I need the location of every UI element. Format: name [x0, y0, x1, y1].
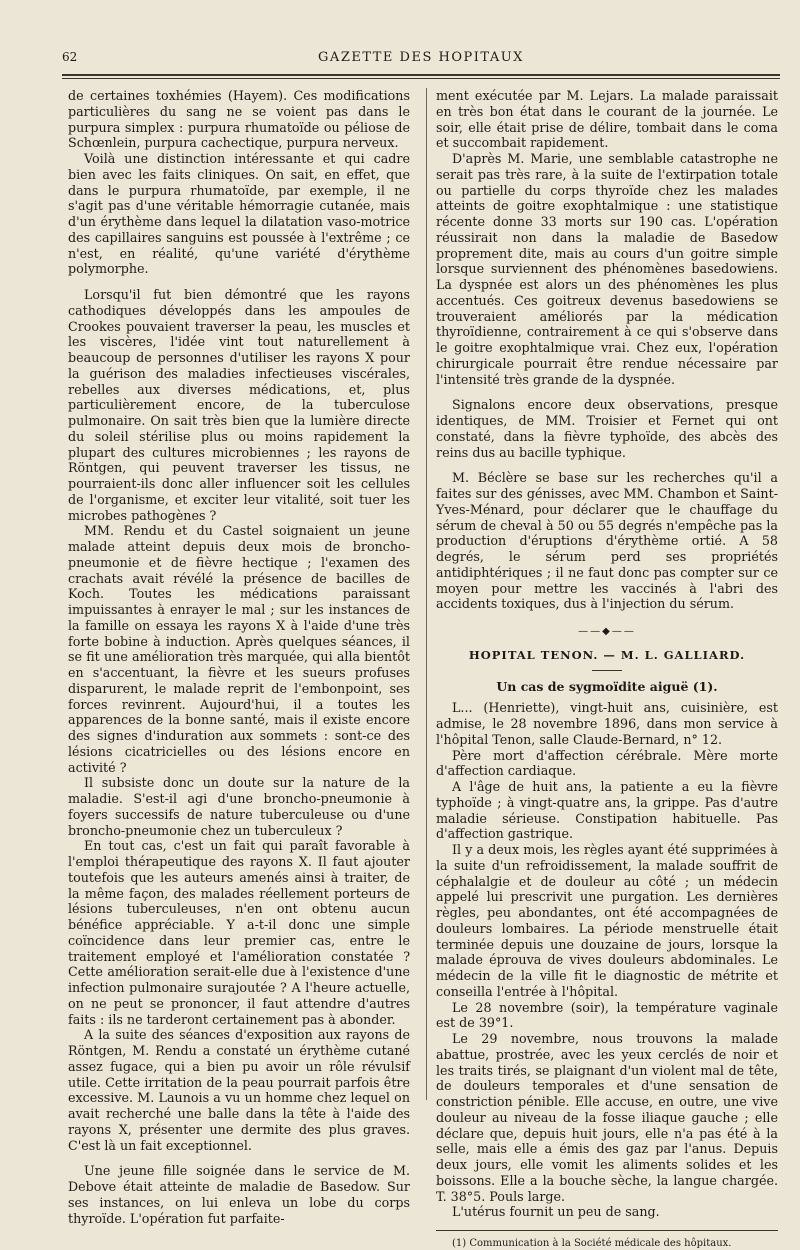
paragraph: Lorsqu'il fut bien démontré que les rayons cathodiques développés dans les ampoules de Crookes pouvaient traverser la peau, les muscles et les viscères, l'idée vint tout naturellement à beaucoup de personnes d'utiliser les rayons X pour la guérison des maladies infectieuses viscérales, rebelles aux diverses médications, et, plus particulièrement encore, de la tuberculose pulmonaire. On sait très bien que la lumière directe du soleil stérilise plus ou moins rapidement la plupart des cultures microbiennes ; les rayons de Röntgen, qui peuvent traverser les tissus, ne pourraient-ils donc aller influencer soit les cellules de l'organisme, et exciter leur vitalité, soit tuer les microbes pathogènes ? — [68, 287, 410, 523]
header-rule — [62, 74, 780, 79]
paragraph: Il y a deux mois, les règles ayant été supprimées à la suite d'un refroidissement, la malade souffrit de céphalalgie et de douleur au côté ; un médecin appelé lui prescrivit une purgation. Les dernières règles, peu abondantes, ont été accompagnées de douleurs lombaires. La période menstruelle était terminée depuis une douzaine de jours, lorsque la malade éprouva de vives douleurs abdominales. Le médecin de la ville fit le diagnostic de métrite et conseilla l'entrée à l'hôpital. — [436, 842, 778, 999]
footnote: (1) Communication à la Société médicale des hôpitaux. — [452, 1238, 732, 1249]
paragraph: M. Béclère se base sur les recherches qu'il a faites sur des génisses, avec MM. Chambon et Saint-Yves-Ménard, pour déclarer que le chauffage du sérum de cheval à 50 ou 55 degrés n'empêche pas la production d'éruptions d'érythème ortié. A 58 degrés, le sérum perd ses propriétés antidiphtériques ; il ne faut donc pas compter sur ce moyen pour mettre les vaccinés à l'abri des accidents toxiques, dus à l'injection du sérum. — [436, 470, 778, 612]
paragraph: Le 28 novembre (soir), la température vaginale est de 39°1. — [436, 999, 778, 1031]
paragraph: de certaines toxhémies (Hayem). Ces modifications particulières du sang ne se voient pas dans le purpura simplex : purpura rhumatoïde ou péliose de Schœnlein, purpura cachectique, purpura nerveux. — [68, 88, 410, 151]
paragraph: Une jeune fille soignée dans le service de M. Debove était atteinte de maladie de Basedow. Sur ses instances, on lui enleva un lobe du corps thyroïde. L'opération fut parfaite- — [68, 1163, 410, 1226]
short-rule — [592, 670, 622, 671]
paragraph: Signalons encore deux observations, presque identiques, de MM. Troisier et Fernet qui ont constaté, dans la fièvre typhoïde, des abcès des reins dus au bacille typhique. — [436, 397, 778, 460]
paragraph: En tout cas, c'est un fait qui paraît favorable à l'emploi thérapeutique des rayons X. Il faut ajouter toutefois que les auteurs amenés ainsi à traiter, de la même façon, des malades réellement porteurs de lésions tuberculeuses, n'en ont obtenu aucun bénéfice appréciable. Y a-t-il donc une simple coïncidence dans leur premier cas, entre le traitement employé et l'amélioration constatée ? Cette amélioration serait-elle due à l'existence d'une infection pulmonaire surajoutée ? A l'heure actuelle, on ne peut se prononcer, il faut attendre d'autres faits : ils ne tarderont certainement pas à abonder. — [68, 838, 410, 1027]
paragraph: A la suite des séances d'exposition aux rayons de Röntgen, M. Rendu a constaté un érythème cutané assez fugace, qui a bien pu avoir un rôle révulsif utile. Cette irritation de la peau pourrait parfois être excessive. M. Launois a vu un homme chez lequel on avait recherché une balle dans la tête à l'aide des rayons X, présenter une dermite des plus graves. C'est là un fait exceptionnel. — [68, 1027, 410, 1153]
right-column — [436, 88, 778, 1250]
paragraph: Il subsiste donc un doute sur la nature de la maladie. S'est-il agi d'une broncho-pneumonie à foyers successifs de nature tuberculeuse ou d'une broncho-pneumonie chez un tuberculeux ? — [68, 775, 410, 838]
case-title: Un cas de sygmoïdite aiguë (1). — [496, 678, 718, 694]
left-column — [68, 88, 410, 1226]
journal-title: GAZETTE DES HOPITAUX — [318, 50, 524, 65]
paragraph: L... (Henriette), vingt-huit ans, cuisinière, est admise, le 28 novembre 1896, dans mon service à l'hôpital Tenon, salle Claude-Bernard, n° 12. — [436, 700, 778, 747]
paragraph: L'utérus fournit un peu de sang. — [452, 1204, 660, 1220]
paragraph: Le 29 novembre, nous trouvons la malade abattue, prostrée, avec les yeux cerclés de noir et les traits tirés, se plaignant d'un violent mal de tête, de douleurs temporales et d'une sensation de constriction pénible. Elle accuse, en outre, une vive douleur au niveau de la fosse iliaque gauche ; elle déclare que, depuis huit jours, elle n'a pas été à la selle, mais elle a émis des gaz par l'anus. Depuis deux jours, elle vomit les aliments solides et les boissons. Elle a la bouche sèche, la langue chargée. T. 38°5. Pouls large. — [436, 1031, 778, 1204]
section-separator-ornament: ——◆—— — [578, 626, 636, 637]
column-divider — [426, 88, 427, 1100]
paragraph: D'après M. Marie, une semblable catastrophe ne serait pas très rare, à la suite de l'extirpation totale ou partielle du corps thyroïde chez les malades atteints de goitre exophtalmique : une statistique récente donne 33 morts sur 190 cas. L'opération réussirait non dans la maladie de Basedow proprement dite, mais au cours d'un goitre simple lorsque surviennent des phénomènes basedowiens. La dyspnée est alors un des phénomènes les plus accentués. Ces goitreux devenus basedowiens se trouveraient améliorés par la médication thyroïdienne, contrairement à ce qui s'observe dans le goitre exophtalmique vrai. Chez eux, l'opération chirurgicale pourrait être rendue nécessaire par l'intensité très grande de la dyspnée. — [436, 151, 778, 387]
paragraph: Voilà une distinction intéressante et qui cadre bien avec les faits cliniques. On sait, en effet, que dans le purpura rhumatoïde, par exemple, il ne s'agit pas d'une véritable hémorragie cutanée, mais d'un érythème dans lequel la dilatation vaso-motrice des capillaires sanguins est poussée à l'extrême ; ce n'est, en réalité, qu'une variété d'érythème polymorphe. — [68, 151, 410, 277]
section-heading: HOPITAL TENON. — M. L. GALLIARD. — [468, 647, 746, 662]
paragraph: ment exécutée par M. Lejars. La malade paraissait en très bon état dans le courant de la journée. Le soir, elle était prise de délire, tombait dans le coma et succombait rapidement. — [436, 88, 778, 151]
page-header — [62, 48, 780, 68]
page-number: 62 — [62, 50, 78, 64]
paragraph: MM. Rendu et du Castel soignaient un jeune malade atteint depuis deux mois de broncho-pneumonie et de fièvre hectique ; l'examen des crachats avait révélé la présence de bacilles de Koch. Toutes les médications paraissant impuissantes à enrayer le mal ; sur les instances de la famille on essaya les rayons X à l'aide d'une très forte bobine à induction. Après quelques séances, il se fit une amélioration très marquée, qui alla bientôt en s'accentuant, la fièvre et les sueurs profuses disparurent, le malade reprit de l'embonpoint, ses forces revinrent. Aujourd'hui, il a toutes les apparences de la bonne santé, mais il existe encore des signes d'induration aux sommets : sont-ce des lésions cicatricielles ou des lésions encore en activité ? — [68, 523, 410, 775]
paragraph: A l'âge de huit ans, la patiente a eu la fièvre typhoïde ; à vingt-quatre ans, la grippe. Pas d'autre maladie sérieuse. Constipation habituelle. Pas d'affection gastrique. — [436, 779, 778, 842]
paragraph: Père mort d'affection cérébrale. Mère morte d'affection cardiaque. — [436, 747, 778, 779]
footnote-rule — [436, 1230, 778, 1231]
